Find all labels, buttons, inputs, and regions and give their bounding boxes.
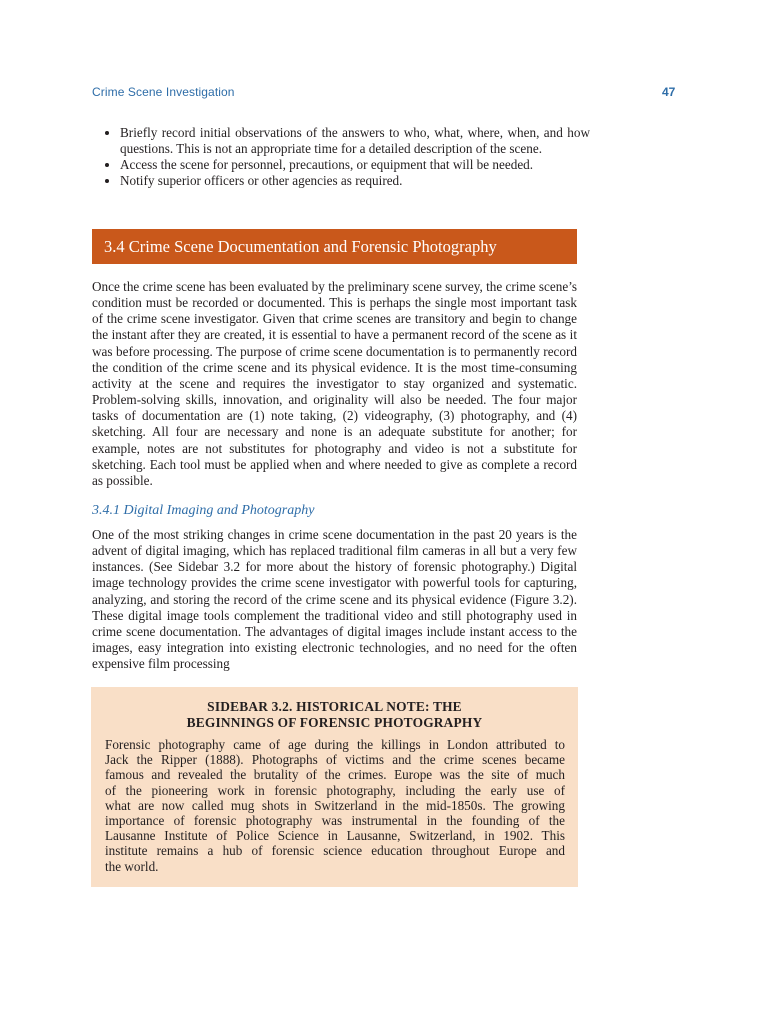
section-paragraph: Once the crime scene has been evaluated by the preliminary scene survey, the crime scene’s condition must be recorded or documented. This is perhaps the single most important task of the crime scene investigator. Given that crime scenes are transitory and begin to change the instant after they are created, it is essential to have a permanent record of the scene as it was before processing. The purpose of crime scene documentation is to permanently record the condition of the crime scene and its physical evidence. It is the most time-consuming activity at the scene and requires the investigator to stay organized and systematic. Problem-solving skills, innovation, and originality will also be needed. The four major tasks of documentation are (1) note taking, (2) videography, (3) photography, and (4) sketching. All four are necessary and none is an adequate substitute for another; for example, notes are not substitutes for photography and video is not a substitute for sketching. Each tool must be applied when and where needed to give as complete a record as possible.: [92, 279, 577, 488]
page-number: 47: [662, 85, 676, 99]
bullet-item: • Notify superior officers or other agencies as required.: [120, 173, 590, 189]
sidebar-body-line: what are now called mug shots in Switzerland in the mid-1850s. The growing: [105, 797, 565, 813]
sidebar-body-line: famous and revealed the brutality of the crimes. Europe was the site of much: [105, 767, 565, 783]
sidebar-box: [91, 687, 578, 887]
sidebar-body-line: the world.: [105, 858, 159, 874]
subsection-heading: 3.4.1 Digital Imaging and Photography: [92, 503, 315, 518]
running-head-title: Crime Scene Investigation: [92, 85, 235, 99]
sidebar-title-line: BEGINNINGS OF FORENSIC PHOTOGRAPHY: [186, 715, 483, 730]
sidebar-body: [105, 737, 565, 874]
sidebar-body-line: institute remains a hub of forensic science education throughout Europe and: [105, 843, 565, 859]
sidebar-body-line: Jack the Ripper (1888). Photographs of victims and the crime scenes became: [105, 752, 565, 768]
section-heading: 3.4 Crime Scene Documentation and Forensic Photography: [92, 229, 577, 264]
sidebar-body-line: of the pioneering work in forensic photography, including the early use of: [105, 782, 565, 798]
sidebar-title: [91, 699, 578, 731]
bullet-item: • Access the scene for personnel, precautions, or equipment that will be needed.: [120, 157, 590, 173]
sidebar-body-line: Forensic photography came of age during the killings in London attributed to: [105, 737, 565, 752]
bullet-list: [104, 125, 590, 189]
subsection-paragraph: One of the most striking changes in crime scene documentation in the past 20 years is the advent of digital imaging, which has replaced traditional film cameras in all but a very few instances. (See Sidebar 3.2 for more about the history of forensic photography.) Digital image technology provides the crime scene investigator with powerful tools for capturing, analyzing, and storing the record of the crime scene and its physical evidence (Figure 3.2). These digital image tools complement the traditional video and still photography used in crime scene documentation. The advantages of digital images include instant access to the images, easy integration into existing electronic technologies, and no need for the often expensive film processing: [92, 527, 577, 672]
sidebar-body-line: Lausanne Institute of Police Science in Lausanne, Switzerland, in 1902. This: [105, 828, 565, 844]
sidebar-body-line: importance of forensic photography was instrumental in the founding of the: [105, 813, 565, 829]
bullet-item: • Briefly record initial observations of the answers to who, what, where, when, and how questions. This is not an appropriate time for a detailed description of the scene.: [120, 125, 590, 157]
sidebar-title-line: SIDEBAR 3.2. HISTORICAL NOTE: THE: [207, 699, 462, 714]
